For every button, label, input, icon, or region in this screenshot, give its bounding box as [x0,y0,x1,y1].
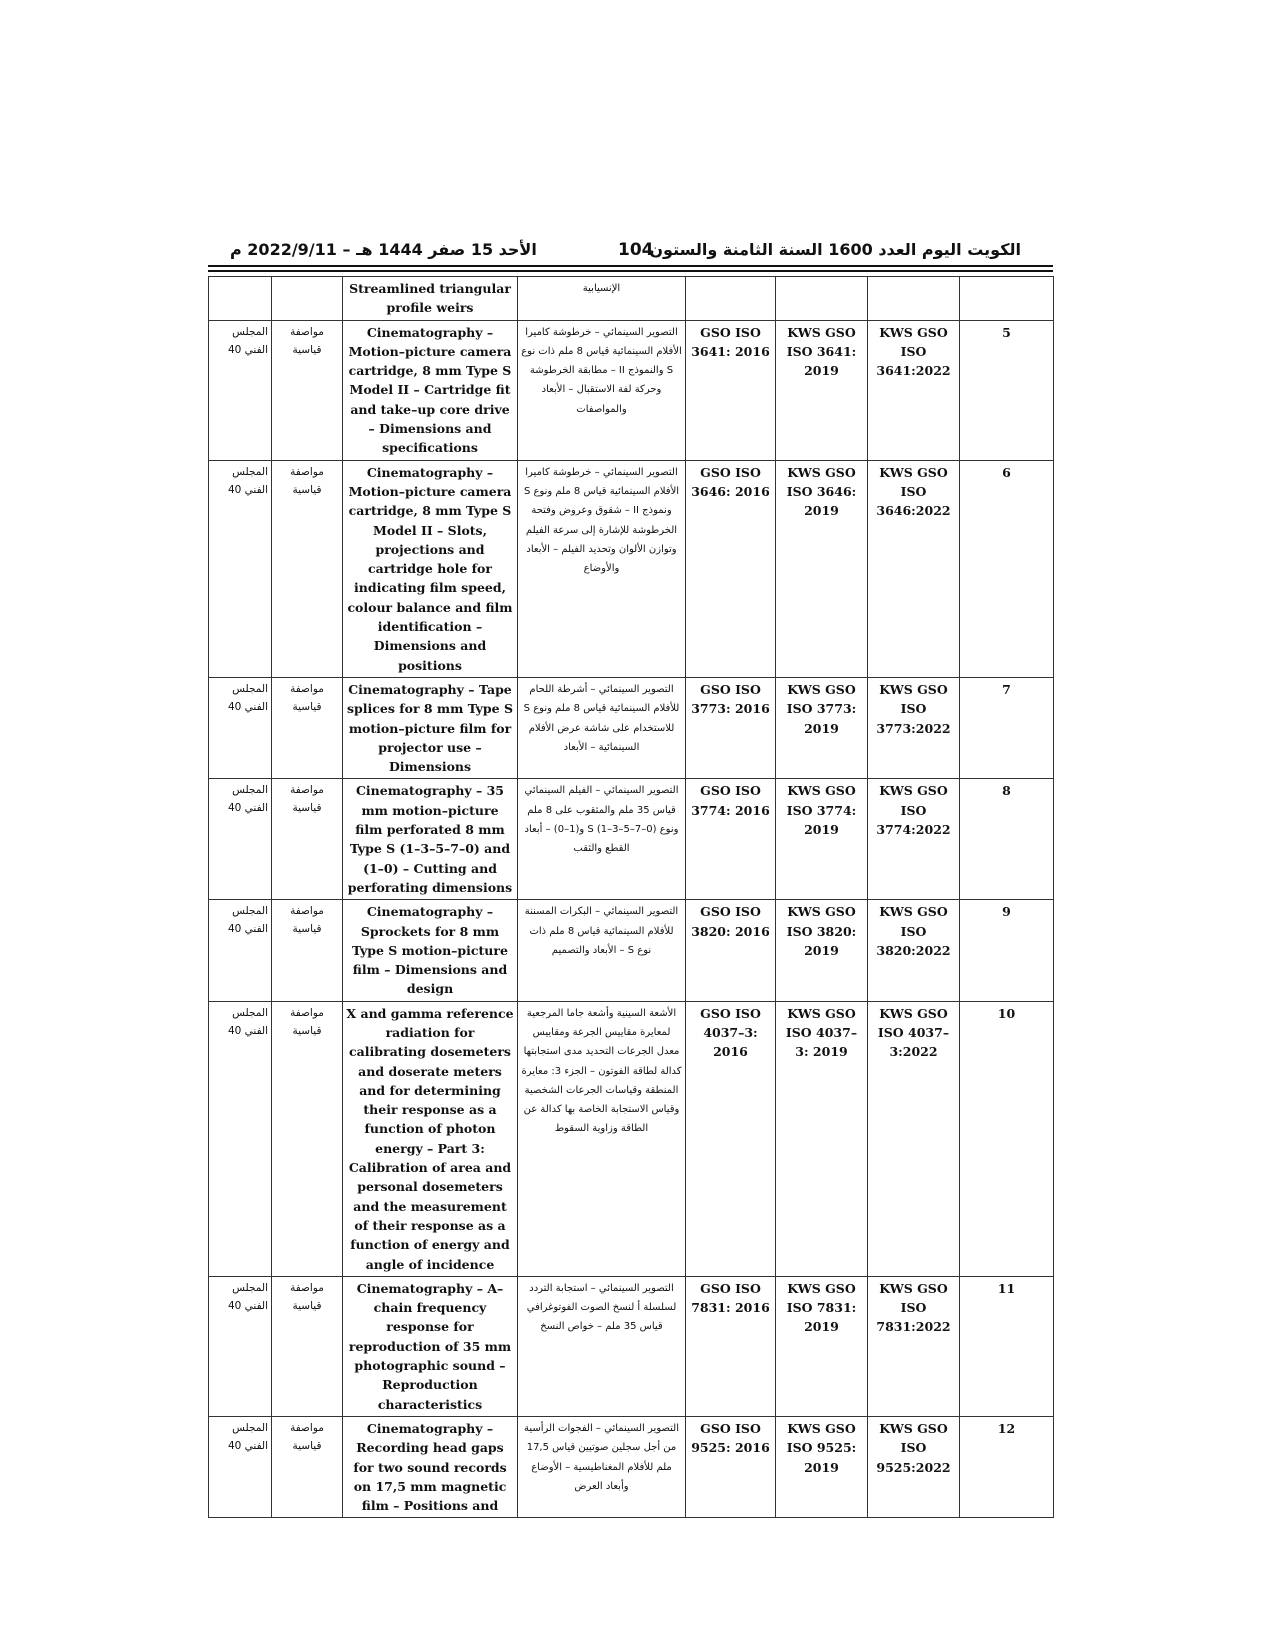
row-number-cell: 10 [960,1001,1054,1276]
type-cell: مواصفة قياسية [272,1276,343,1416]
kws-2022-cell [868,277,960,321]
type-cell: مواصفة قياسية [272,1416,343,1517]
header-issue-info: الكويت اليوم العدد 1600 السنة الثامنة والستون [649,240,1021,259]
council-cell [209,277,272,321]
arabic-title-cell: التصوير السينمائي – أشرطة اللحام للأفلام السينمائية قياس 8 ملم ونوع S للاستخدام على شاشة عرض الأفلام السينمائية – الأبعاد [518,677,686,778]
kws-2022-cell: KWS GSO ISO 3641:2022 [868,320,960,460]
row-number-cell [960,277,1054,321]
council-cell: المجلس الفني 40 [209,779,272,900]
kws-2019-cell [776,277,868,321]
type-cell: مواصفة قياسية [272,677,343,778]
row-number-cell: 11 [960,1276,1054,1416]
standards-table-body [209,277,1054,1518]
arabic-title-cell: التصوير السينمائي – الفيلم السينمائي قياس 35 ملم والمثقوب على 8 ملم ونوع S (1–3–5–7–0) و(1–0) – أبعاد القطع والثقب [518,779,686,900]
row-number-cell: 8 [960,779,1054,900]
row-number-cell: 7 [960,677,1054,778]
type-cell: مواصفة قياسية [272,1001,343,1276]
council-cell: المجلس الفني 40 [209,320,272,460]
gso-cell: GSO ISO 7831: 2016 [686,1276,776,1416]
arabic-title-cell: التصوير السينمائي – خرطوشة كاميرا الأفلام السينمائية قياس 8 ملم ونوع S ونموذج II – شقوق وعروض وفتحة الخرطوشة للإشارة إلى سرعة الفيلم وتوازن الألوان وتحديد الفيلم – الأبعاد والأوضاع [518,460,686,677]
arabic-title-cell: التصوير السينمائي – استجابة التردد لسلسلة أ لنسخ الصوت الفوتوغرافي قياس 35 ملم – خواص النسخ [518,1276,686,1416]
english-title-cell: Cinematography – Recording head gaps for two sound records on 17,5 mm magnetic film – Positions and [343,1416,518,1517]
council-cell: المجلس الفني 40 [209,1001,272,1276]
type-cell: مواصفة قياسية [272,320,343,460]
council-cell: المجلس الفني 40 [209,677,272,778]
table-row [209,779,1054,900]
type-cell: مواصفة قياسية [272,900,343,1001]
kws-2019-cell: KWS GSO ISO 7831: 2019 [776,1276,868,1416]
type-cell: مواصفة قياسية [272,779,343,900]
arabic-title-cell: الأشعة السينية وأشعة جاما المرجعية لمعايرة مقاييس الجرعة ومقاييس معدل الجرعات التحديد مدى استجابتها كدالة لطاقة الفوتون – الجزء 3: معايرة المنطقة وقياسات الجرعات الشخصية وقياس الاستجابة الخاصة بها كدالة عن الطاقة وزاوية السقوط [518,1001,686,1276]
english-title-cell: Streamlined triangular profile weirs [343,277,518,321]
kws-2019-cell: KWS GSO ISO 3641: 2019 [776,320,868,460]
row-number-cell: 9 [960,900,1054,1001]
type-cell [272,277,343,321]
kws-2022-cell: KWS GSO ISO 3820:2022 [868,900,960,1001]
kws-2019-cell: KWS GSO ISO 3820: 2019 [776,900,868,1001]
english-title-cell: Cinematography – Tape splices for 8 mm Type S motion–picture film for projector use – Dimensions [343,677,518,778]
row-number-cell: 5 [960,320,1054,460]
english-title-cell: Cinematography – Motion–picture camera cartridge, 8 mm Type S Model II – Cartridge fit and take–up core drive – Dimensions and specifications [343,320,518,460]
arabic-title-cell: التصوير السينمائي – خرطوشة كاميرا الأفلام السينمائية قياس 8 ملم ذات نوع S والنموذج II – مطابقة الخرطوشة وحركة لفة الاستقبال – الأبعاد والمواصفات [518,320,686,460]
header-date: الأحد 15 صفر 1444 هـ – 2022/9/11 م [230,240,537,259]
english-title-cell: X and gamma reference radiation for calibrating dosemeters and doserate meters and for determining their response as a function of photon energy – Part 3: Calibration of area and personal dosemeters and the measurement of their response as a function of energy and angle of incidence [343,1001,518,1276]
kws-2022-cell: KWS GSO ISO 4037– 3:2022 [868,1001,960,1276]
gso-cell: GSO ISO 3820: 2016 [686,900,776,1001]
table-row [209,1276,1054,1416]
gso-cell: GSO ISO 9525: 2016 [686,1416,776,1517]
arabic-title-cell: التصوير السينمائي – البكرات المسننة للأفلام السينمائية قياس 8 ملم ذات نوع S – الأبعاد والتصميم [518,900,686,1001]
row-number-cell: 6 [960,460,1054,677]
header-rule-bottom [208,270,1053,272]
kws-2022-cell: KWS GSO ISO 3646:2022 [868,460,960,677]
gso-cell: GSO ISO 3641: 2016 [686,320,776,460]
kws-2022-cell: KWS GSO ISO 9525:2022 [868,1416,960,1517]
header-rule-top [208,265,1053,267]
english-title-cell: Cinematography – Motion–picture camera cartridge, 8 mm Type S Model II – Slots, projections and cartridge hole for indicating film speed, colour balance and film identification – Dimensions and positions [343,460,518,677]
table-row [209,1001,1054,1276]
table-row [209,1416,1054,1517]
kws-2019-cell: KWS GSO ISO 9525: 2019 [776,1416,868,1517]
table-row [209,677,1054,778]
gso-cell: GSO ISO 4037–3: 2016 [686,1001,776,1276]
gso-cell: GSO ISO 3773: 2016 [686,677,776,778]
table-row [209,460,1054,677]
kws-2022-cell: KWS GSO ISO 7831:2022 [868,1276,960,1416]
table-row-continuation [209,277,1054,321]
row-number-cell: 12 [960,1416,1054,1517]
arabic-title-cell: الإنسيابية [518,277,686,321]
table-row [209,900,1054,1001]
gso-cell [686,277,776,321]
kws-2019-cell: KWS GSO ISO 3773: 2019 [776,677,868,778]
gso-cell: GSO ISO 3774: 2016 [686,779,776,900]
type-cell: مواصفة قياسية [272,460,343,677]
council-cell: المجلس الفني 40 [209,1416,272,1517]
kws-2022-cell: KWS GSO ISO 3773:2022 [868,677,960,778]
english-title-cell: Cinematography – Sprockets for 8 mm Type S motion–picture film – Dimensions and design [343,900,518,1001]
standards-table [208,276,1054,1518]
english-title-cell: Cinematography – A–chain frequency response for reproduction of 35 mm photographic sound – Reproduction characteristics [343,1276,518,1416]
kws-2019-cell: KWS GSO ISO 3774: 2019 [776,779,868,900]
kws-2019-cell: KWS GSO ISO 4037– 3: 2019 [776,1001,868,1276]
gso-cell: GSO ISO 3646: 2016 [686,460,776,677]
table-row [209,320,1054,460]
arabic-title-cell: التصوير السينمائي – الفجوات الرأسية من أجل سجلين صوتيين قياس 17,5 ملم للأفلام المغناطيسية – الأوضاع وأبعاد العرض [518,1416,686,1517]
english-title-cell: Cinematography – 35 mm motion–picture film perforated 8 mm Type S (1–3–5–7–0) and (1–0) – Cutting and perforating dimensions [343,779,518,900]
council-cell: المجلس الفني 40 [209,900,272,1001]
kws-2019-cell: KWS GSO ISO 3646: 2019 [776,460,868,677]
council-cell: المجلس الفني 40 [209,1276,272,1416]
page-number: 104 [618,240,654,260]
kws-2022-cell: KWS GSO ISO 3774:2022 [868,779,960,900]
council-cell: المجلس الفني 40 [209,460,272,677]
